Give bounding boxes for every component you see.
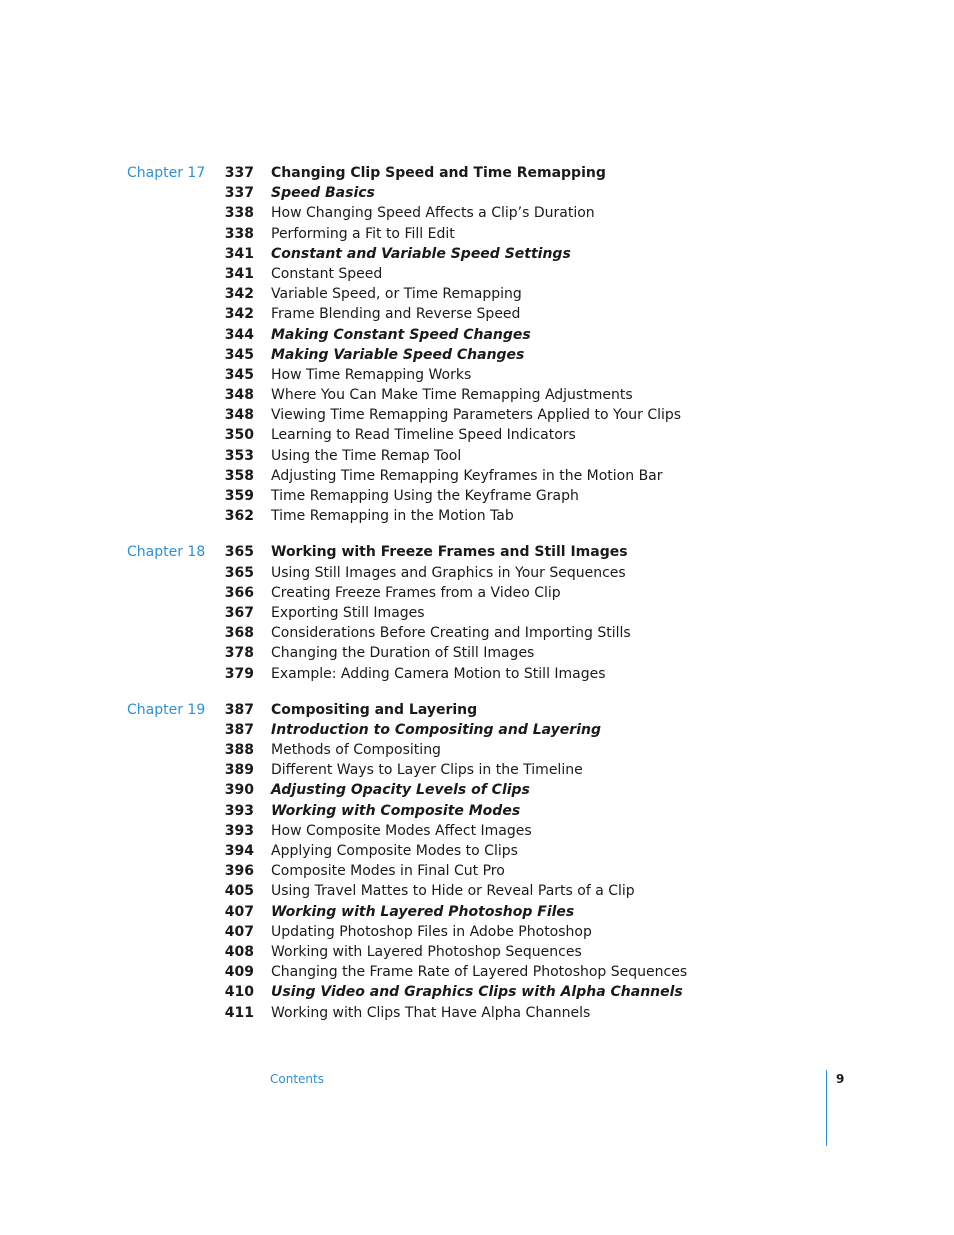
toc-entry-title: Time Remapping Using the Keyframe Graph bbox=[271, 488, 579, 504]
toc-entry-title: Creating Freeze Frames from a Video Clip bbox=[271, 584, 561, 601]
toc-entry-title: Working with Freeze Frames and Still Images bbox=[271, 544, 628, 561]
chapter-label[interactable]: Chapter 19 bbox=[127, 701, 206, 718]
toc-entry-title: How Changing Speed Affects a Clip’s Duration bbox=[271, 205, 595, 222]
toc-entry[interactable] bbox=[0, 563, 954, 583]
entry-list bbox=[0, 700, 954, 1023]
toc-entry[interactable] bbox=[0, 183, 954, 203]
toc-entry-page-number: 367 bbox=[224, 604, 254, 621]
toc-entry[interactable] bbox=[0, 664, 954, 684]
toc-entry-title: Using Travel Mattes to Hide or Reveal Parts of a Clip bbox=[271, 883, 635, 900]
toc-entry[interactable] bbox=[0, 425, 954, 445]
toc-entry-title: Time Remapping in the Motion Tab bbox=[271, 508, 514, 525]
toc-entry[interactable] bbox=[0, 244, 954, 264]
footer-page-number: 9 bbox=[836, 1072, 845, 1086]
toc-entry-page-number: 338 bbox=[224, 205, 254, 222]
toc-entry[interactable] bbox=[0, 881, 954, 901]
toc-entry-page-number: 337 bbox=[224, 185, 254, 202]
toc-entry-title: Making Constant Speed Changes bbox=[271, 326, 531, 343]
toc-entry-title: Changing the Duration of Still Images bbox=[271, 645, 535, 662]
entry-list bbox=[0, 163, 954, 526]
toc-entry-title: Using the Time Remap Tool bbox=[271, 447, 462, 464]
toc-entry-page-number: 365 bbox=[224, 564, 254, 581]
toc-entry[interactable] bbox=[0, 264, 954, 284]
toc-entry[interactable] bbox=[0, 700, 954, 720]
toc-entry[interactable] bbox=[0, 861, 954, 881]
toc-entry[interactable] bbox=[0, 760, 954, 780]
toc-entry-page-number: 390 bbox=[224, 782, 254, 799]
toc-entry-page-number: 350 bbox=[224, 427, 254, 444]
footer-divider bbox=[826, 1070, 827, 1146]
toc-entry-title: Working with Clips That Have Alpha Channels bbox=[271, 1004, 591, 1021]
toc-entry-page-number: 348 bbox=[224, 387, 254, 404]
toc-entry-title: Where You Can Make Time Remapping Adjustments bbox=[271, 387, 633, 404]
toc-entry-page-number: 407 bbox=[224, 923, 254, 940]
toc-entry-page-number: 388 bbox=[224, 742, 254, 759]
toc-entry[interactable] bbox=[0, 643, 954, 663]
toc-entry[interactable] bbox=[0, 583, 954, 603]
toc-entry[interactable] bbox=[0, 224, 954, 244]
toc-entry-page-number: 393 bbox=[224, 802, 254, 819]
toc-entry-page-number: 393 bbox=[224, 822, 254, 839]
toc-entry[interactable] bbox=[0, 982, 954, 1002]
toc-entry-title: Example: Adding Camera Motion to Still Images bbox=[271, 665, 606, 682]
toc-entry[interactable] bbox=[0, 922, 954, 942]
toc-entry-title: Considerations Before Creating and Importing Stills bbox=[271, 625, 631, 642]
toc-entry-title: Constant and Variable Speed Settings bbox=[271, 245, 571, 262]
toc-entry-title: Viewing Time Remapping Parameters Applied to Your Clips bbox=[271, 407, 682, 424]
toc-entry[interactable] bbox=[0, 284, 954, 304]
toc-entry[interactable] bbox=[0, 542, 954, 562]
toc-entry-title: Adjusting Time Remapping Keyframes in the Motion Bar bbox=[271, 467, 663, 484]
toc-entry-page-number: 342 bbox=[224, 286, 254, 303]
toc-entry[interactable] bbox=[0, 203, 954, 223]
toc-entry[interactable] bbox=[0, 942, 954, 962]
toc-entry-page-number: 378 bbox=[224, 645, 254, 662]
toc-entry[interactable] bbox=[0, 841, 954, 861]
toc-entry[interactable] bbox=[0, 780, 954, 800]
toc-entry-page-number: 411 bbox=[224, 1004, 254, 1021]
toc-entry-page-number: 341 bbox=[224, 245, 254, 262]
toc-entry[interactable] bbox=[0, 801, 954, 821]
toc-entry-page-number: 359 bbox=[224, 488, 254, 504]
toc-entry[interactable] bbox=[0, 385, 954, 405]
toc-entry-title: Frame Blending and Reverse Speed bbox=[271, 306, 521, 323]
toc-entry-page-number: 338 bbox=[224, 225, 254, 242]
toc-entry-title: How Time Remapping Works bbox=[271, 366, 472, 383]
toc-entry[interactable] bbox=[0, 623, 954, 643]
toc-entry-title: Adjusting Opacity Levels of Clips bbox=[271, 782, 530, 799]
toc-entry-page-number: 353 bbox=[224, 447, 254, 464]
toc-entry-title: Working with Composite Modes bbox=[271, 802, 521, 819]
entry-list bbox=[0, 542, 954, 683]
toc-entry-title: Using Still Images and Graphics in Your Sequences bbox=[271, 564, 626, 581]
toc-entry[interactable] bbox=[0, 506, 954, 526]
toc-entry[interactable] bbox=[0, 902, 954, 922]
toc-entry-page-number: 344 bbox=[224, 326, 254, 343]
toc-entry-page-number: 396 bbox=[224, 863, 254, 880]
toc-entry-page-number: 409 bbox=[224, 964, 254, 981]
toc-entry-page-number: 405 bbox=[224, 883, 254, 900]
chapter-block bbox=[0, 163, 954, 526]
toc-entry-page-number: 342 bbox=[224, 306, 254, 323]
toc-entry-title: Changing Clip Speed and Time Remapping bbox=[271, 165, 606, 181]
toc-entry-page-number: 389 bbox=[224, 762, 254, 779]
toc-entry-title: Composite Modes in Final Cut Pro bbox=[271, 863, 505, 880]
toc-entry-title: Speed Basics bbox=[271, 185, 375, 202]
toc-entry-title: Exporting Still Images bbox=[271, 604, 425, 621]
toc-entry-page-number: 387 bbox=[224, 701, 254, 718]
toc-entry[interactable] bbox=[0, 345, 954, 365]
toc-entry-title: Working with Layered Photoshop Files bbox=[271, 903, 575, 920]
toc-entry-title: Working with Layered Photoshop Sequences bbox=[271, 943, 582, 960]
toc-entry-page-number: 345 bbox=[224, 366, 254, 383]
toc-entry-page-number: 341 bbox=[224, 265, 254, 282]
toc-entry-title: How Composite Modes Affect Images bbox=[271, 822, 532, 839]
table-of-contents bbox=[0, 163, 954, 1039]
toc-entry-title: Updating Photoshop Files in Adobe Photoshop bbox=[271, 923, 592, 940]
toc-entry-page-number: 408 bbox=[224, 943, 254, 960]
toc-entry-page-number: 362 bbox=[224, 508, 254, 525]
toc-entry[interactable] bbox=[0, 325, 954, 345]
toc-entry[interactable] bbox=[0, 486, 954, 506]
toc-entry-title: Different Ways to Layer Clips in the Timeline bbox=[271, 762, 583, 779]
toc-entry-title: Introduction to Compositing and Layering bbox=[271, 721, 601, 738]
toc-entry-title: Methods of Compositing bbox=[271, 742, 441, 759]
toc-entry-page-number: 410 bbox=[224, 984, 254, 1001]
toc-entry[interactable] bbox=[0, 466, 954, 486]
toc-entry-page-number: 366 bbox=[224, 584, 254, 601]
toc-entry-title: Constant Speed bbox=[271, 265, 383, 282]
chapter-label[interactable]: Chapter 18 bbox=[127, 544, 206, 561]
toc-entry-title: Changing the Frame Rate of Layered Photoshop Sequences bbox=[271, 964, 688, 981]
toc-entry[interactable] bbox=[0, 740, 954, 760]
toc-entry-title: Making Variable Speed Changes bbox=[271, 346, 525, 363]
chapter-label[interactable]: Chapter 17 bbox=[127, 165, 206, 181]
toc-entry-page-number: 407 bbox=[224, 903, 254, 920]
toc-entry[interactable] bbox=[0, 304, 954, 324]
toc-entry-title: Learning to Read Timeline Speed Indicators bbox=[271, 427, 576, 444]
chapter-block bbox=[0, 542, 954, 683]
toc-entry[interactable] bbox=[0, 446, 954, 466]
toc-entry-title: Using Video and Graphics Clips with Alpha Channels bbox=[271, 984, 683, 1001]
toc-entry[interactable] bbox=[0, 163, 954, 183]
toc-entry-page-number: 387 bbox=[224, 721, 254, 738]
toc-entry[interactable] bbox=[0, 962, 954, 982]
toc-entry-page-number: 348 bbox=[224, 407, 254, 424]
toc-entry[interactable] bbox=[0, 603, 954, 623]
toc-entry-page-number: 379 bbox=[224, 665, 254, 682]
toc-entry-page-number: 394 bbox=[224, 843, 254, 859]
toc-entry-page-number: 358 bbox=[224, 467, 254, 484]
toc-entry[interactable] bbox=[0, 720, 954, 740]
toc-entry-page-number: 368 bbox=[224, 625, 254, 642]
toc-entry-page-number: 365 bbox=[224, 544, 254, 561]
toc-entry-page-number: 345 bbox=[224, 346, 254, 363]
toc-entry[interactable] bbox=[0, 1003, 954, 1023]
toc-entry[interactable] bbox=[0, 821, 954, 841]
toc-entry-title: Applying Composite Modes to Clips bbox=[271, 843, 518, 859]
toc-entry[interactable] bbox=[0, 405, 954, 425]
chapter-block bbox=[0, 700, 954, 1023]
footer-section-label: Contents bbox=[270, 1072, 324, 1086]
toc-entry-title: Compositing and Layering bbox=[271, 701, 478, 718]
toc-entry-title: Performing a Fit to Fill Edit bbox=[271, 225, 455, 242]
toc-entry-page-number: 337 bbox=[224, 165, 254, 181]
toc-entry-title: Variable Speed, or Time Remapping bbox=[271, 286, 522, 303]
toc-entry[interactable] bbox=[0, 365, 954, 385]
